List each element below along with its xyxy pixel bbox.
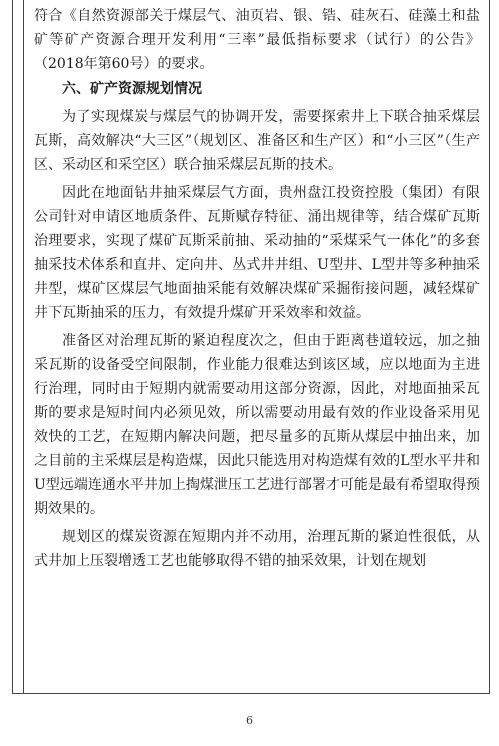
paragraph: 规划区的煤炭资源在短期内并不动用，治理瓦斯的紧迫性很低，从式井加上压裂增透工艺也能够取得不错的抽采效果，计划在规划 (34, 529, 480, 569)
paragraph: 为了实现煤炭与煤层气的协调开发，需要探索井上下联合抽采煤层瓦斯，高效解决“大三区”（规划区、准备区和生产区）和“小三区”（生产区、采动区和采空区）联合抽采煤层瓦斯的技术。 (34, 109, 480, 173)
paragraph-continuation: 符合《自然资源部关于煤层气、油页岩、银、锆、硅灰石、硅藻土和盐矿等矿产资源合理开发利用“三率”最低指标要求（试行）的公告》（2018年第60号）的要求。 (34, 8, 480, 72)
paragraph: 准备区对治理瓦斯的紧迫程度次之，但由于距离巷道较远，加之抽采瓦斯的设备受空间限制，作业能力很难达到该区域，应以地面为主进行治理，同时由于短期内就需要动用这部分资源，因此，对地面抽采瓦斯的要求是短时间内必须见效，所以需要动用最有效的作业设备采用见效快的工艺，在短期内解决问题，把尽量多的瓦斯从煤层中抽出来，加之目前的主采煤层是构造煤，因此只能选用对构造煤有效的L型水平井和U型远端连通水平井加上掏煤泄压工艺进行部署才可能是最有希望取得预期效果的。 (34, 333, 480, 517)
section-heading: 六、矿产资源规划情况 (62, 81, 202, 97)
document-body (34, 4, 480, 573)
paragraph: 因此在地面钻井抽采煤层气方面，贵州盘江投资控股（集团）有限公司针对申请区地质条件、瓦斯赋存特征、涌出规律等，结合煤矿瓦斯治理要求，实现了煤矿瓦斯采前抽、采动抽的“采煤采气一体化”的多套抽采技术体系和直井、定向井、丛式井井组、U型井、L型井等多种抽采井型，煤矿区煤层气地面抽采能有效解决煤矿采掘衔接问题，减轻煤矿井下瓦斯抽采的压力，有效提升煤矿开采效率和效益。 (34, 185, 480, 321)
table-column-divider (23, 0, 24, 694)
page-number: 6 (246, 714, 253, 727)
